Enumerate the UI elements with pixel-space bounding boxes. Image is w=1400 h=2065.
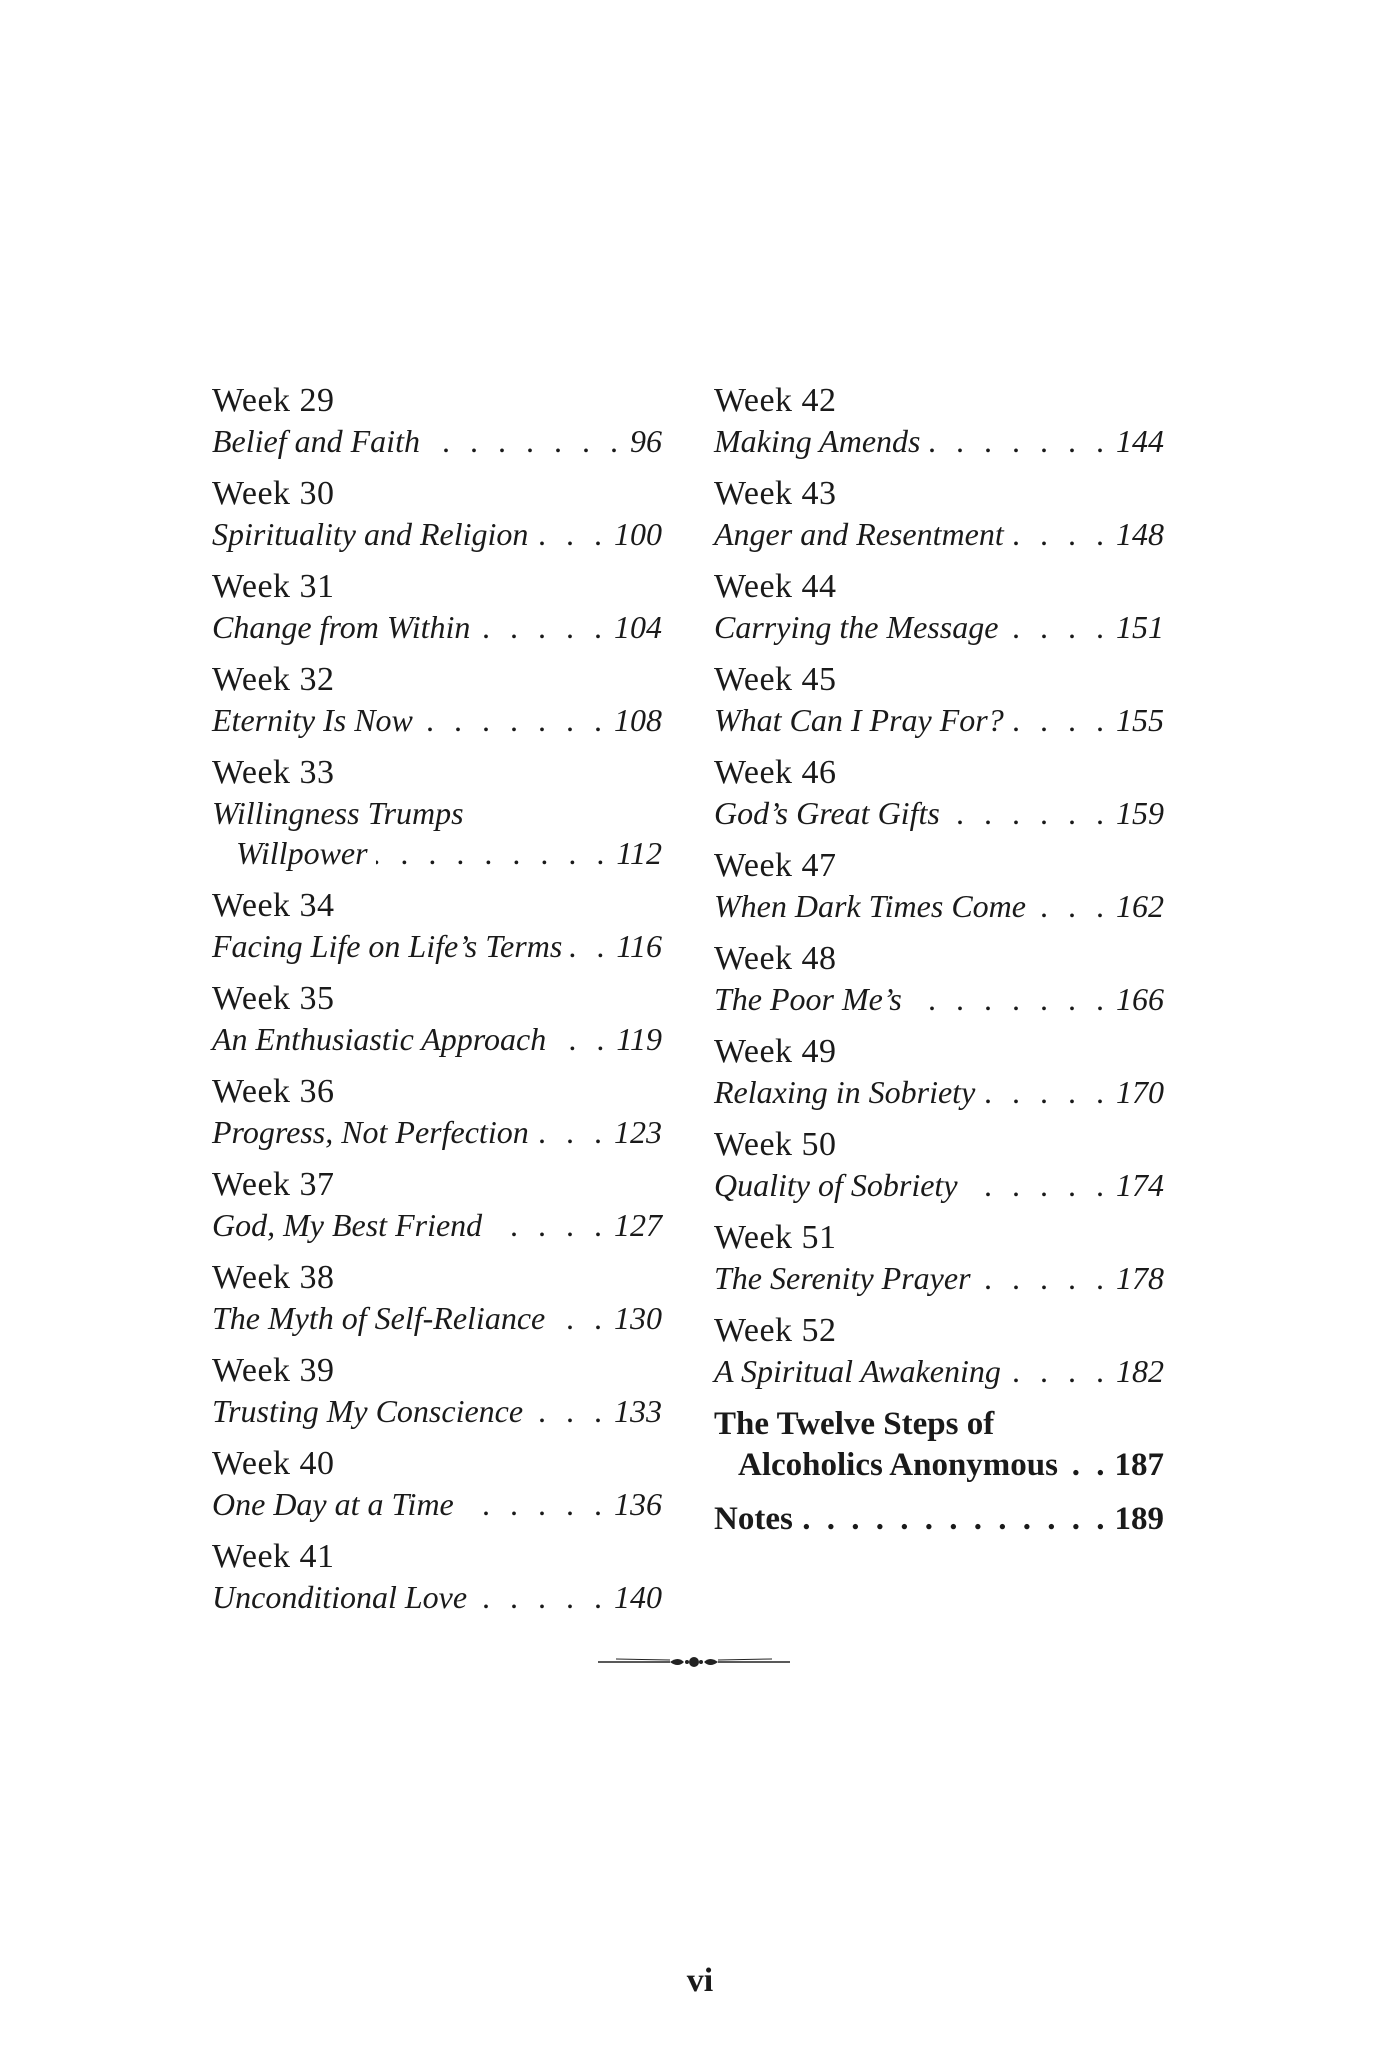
toc-entry[interactable] — [212, 1351, 662, 1431]
dot-leader — [1034, 886, 1110, 926]
dot-leader — [475, 1577, 608, 1617]
toc-entry[interactable] — [212, 474, 662, 554]
week-label: Week 37 — [212, 1166, 335, 1203]
entry-line — [212, 1391, 662, 1431]
entry-title: Eternity Is Now — [212, 702, 413, 738]
page-number: 151 — [1116, 609, 1164, 645]
entry-line — [714, 1258, 1164, 1298]
dot-leader — [553, 1298, 608, 1338]
entry-title: Unconditional Love — [212, 1579, 468, 1615]
entry-title: Making Amends — [714, 423, 921, 459]
page-number: 187 — [1114, 1447, 1164, 1483]
page-number: 130 — [614, 1300, 662, 1336]
entry-line — [212, 833, 662, 873]
entry-title: Facing Life on Life’s Terms — [212, 928, 563, 964]
week-label: Week 50 — [714, 1126, 837, 1163]
entry-line — [212, 1112, 662, 1152]
entry-title: Change from Within — [212, 609, 471, 645]
page-folio: vi — [686, 1962, 714, 1999]
toc-entry-twelve-steps[interactable] — [714, 1404, 1164, 1486]
toc-entry[interactable] — [714, 1218, 1164, 1298]
toc-entry[interactable] — [212, 753, 662, 873]
entry-title-line-1: Willingness Trumps — [212, 795, 464, 831]
dot-leader — [376, 833, 611, 873]
entry-title: Relaxing in Sobriety — [714, 1074, 976, 1110]
week-label: Week 31 — [212, 568, 335, 605]
page-number: 116 — [616, 928, 662, 964]
entry-title: A Spiritual Awakening — [714, 1353, 1001, 1389]
entry-title: One Day at a Time — [212, 1486, 454, 1522]
page-number: 119 — [616, 1021, 662, 1057]
entry-line — [714, 514, 1164, 554]
page-number: 127 — [614, 1207, 662, 1243]
entry-title: Belief and Faith — [212, 423, 420, 459]
week-label: Week 38 — [212, 1259, 335, 1296]
page-number: 148 — [1116, 516, 1164, 552]
entry-title: The Poor Me’s — [714, 981, 902, 1017]
toc-entry[interactable] — [212, 1258, 662, 1338]
entry-line — [212, 1484, 662, 1524]
page-number: 96 — [630, 423, 662, 459]
page-number: 170 — [1116, 1074, 1164, 1110]
week-label: Week 34 — [212, 887, 335, 924]
page-number: 144 — [1116, 423, 1164, 459]
entry-title: Spirituality and Religion — [212, 516, 529, 552]
page-number: 155 — [1116, 702, 1164, 738]
page-number: 140 — [614, 1579, 662, 1615]
entry-line — [714, 607, 1164, 647]
dot-leader — [536, 514, 608, 554]
week-label: Week 39 — [212, 1352, 335, 1389]
entry-line — [212, 421, 662, 461]
dot-leader — [1012, 514, 1110, 554]
dot-leader — [1006, 607, 1110, 647]
page-number: 162 — [1116, 888, 1164, 924]
entry-title: The Myth of Self-Reliance — [212, 1300, 546, 1336]
toc-entry[interactable] — [212, 1072, 662, 1152]
week-label: Week 47 — [714, 847, 837, 884]
week-label: Week 36 — [212, 1073, 335, 1110]
dot-leader — [1009, 1351, 1110, 1391]
page-number: 112 — [616, 835, 662, 871]
dot-leader — [490, 1205, 608, 1245]
entry-line — [714, 1072, 1164, 1112]
entry-title: Carrying the Message — [714, 609, 999, 645]
week-label: Week 46 — [714, 754, 837, 791]
dot-leader — [421, 700, 608, 740]
dot-leader — [1012, 700, 1110, 740]
dot-leader — [948, 793, 1110, 833]
entry-title: When Dark Times Come — [714, 888, 1026, 924]
dot-leader — [910, 979, 1110, 1019]
entry-title: God, My Best Friend — [212, 1207, 483, 1243]
toc-entry[interactable] — [212, 979, 662, 1059]
week-label: Week 32 — [212, 661, 335, 698]
twelve-steps-title-line-2: Alcoholics Anonymous — [738, 1447, 1058, 1483]
week-label: Week 51 — [714, 1219, 837, 1256]
week-label: Week 49 — [714, 1033, 837, 1070]
page-number: 178 — [1116, 1260, 1164, 1296]
week-label: Week 41 — [212, 1538, 335, 1575]
toc-entry[interactable] — [212, 567, 662, 647]
dot-leader — [531, 1391, 608, 1431]
page-number: 189 — [1114, 1501, 1164, 1537]
page-number: 182 — [1116, 1353, 1164, 1389]
toc-entry[interactable] — [714, 567, 1164, 647]
twelve-steps-title-line-1: The Twelve Steps of — [714, 1406, 995, 1442]
entry-title: Willpower — [236, 835, 368, 871]
entry-line — [212, 1577, 662, 1617]
page-number: 166 — [1116, 981, 1164, 1017]
toc-entry[interactable] — [714, 1125, 1164, 1205]
dot-leader — [428, 421, 624, 461]
dot-leader — [537, 1112, 608, 1152]
decorative-ornament — [598, 1653, 790, 1671]
week-label: Week 29 — [212, 382, 335, 419]
entry-line — [714, 1165, 1164, 1205]
toc-entry[interactable] — [714, 1032, 1164, 1112]
dot-leader — [1062, 1445, 1109, 1486]
entry-line — [212, 514, 662, 554]
week-label: Week 43 — [714, 475, 837, 512]
entry-title: Quality of Sobriety — [714, 1167, 958, 1203]
page-number: 159 — [1116, 795, 1164, 831]
dot-leader — [554, 1019, 610, 1059]
entry-line — [212, 700, 662, 740]
entry-line — [714, 793, 1164, 833]
week-label: Week 40 — [212, 1445, 335, 1482]
page-number: 108 — [614, 702, 662, 738]
entry-line — [714, 421, 1164, 461]
toc-left-column — [212, 381, 662, 1617]
week-label: Week 42 — [714, 382, 837, 419]
dot-leader — [983, 1072, 1110, 1112]
week-label: Week 45 — [714, 661, 837, 698]
dot-leader — [478, 607, 608, 647]
entry-line — [212, 1205, 662, 1245]
toc-entry[interactable] — [212, 660, 662, 740]
dot-leader — [979, 1258, 1110, 1298]
toc-entry[interactable] — [714, 1311, 1164, 1391]
page-number: 100 — [614, 516, 662, 552]
toc-entry-notes[interactable] — [714, 1499, 1164, 1540]
page-number: 136 — [614, 1486, 662, 1522]
week-label: Week 52 — [714, 1312, 837, 1349]
dot-leader — [797, 1499, 1109, 1540]
page-number: 123 — [614, 1114, 662, 1150]
page-number: 174 — [1116, 1167, 1164, 1203]
entry-title: The Serenity Prayer — [714, 1260, 971, 1296]
entry-title: Trusting My Conscience — [212, 1393, 524, 1429]
dot-leader — [966, 1165, 1110, 1205]
entry-line — [212, 607, 662, 647]
entry-title: An Enthusiastic Approach — [212, 1021, 547, 1057]
page-number: 104 — [614, 609, 662, 645]
toc-entry[interactable] — [714, 846, 1164, 926]
dot-leader — [462, 1484, 608, 1524]
page-number: 133 — [614, 1393, 662, 1429]
week-label: Week 44 — [714, 568, 837, 605]
week-label: Week 33 — [212, 754, 335, 791]
entry-title: What Can I Pray For? — [714, 702, 1004, 738]
entry-line — [212, 1019, 662, 1059]
entry-line — [714, 1351, 1164, 1391]
entry-line — [212, 1298, 662, 1338]
toc-entry[interactable] — [212, 1444, 662, 1524]
dot-leader — [570, 926, 610, 966]
toc-entry[interactable] — [714, 753, 1164, 833]
entry-title: Anger and Resentment — [714, 516, 1004, 552]
toc-entry[interactable] — [714, 474, 1164, 554]
toc-entry[interactable] — [212, 1537, 662, 1617]
toc-right-column — [714, 381, 1164, 1540]
toc-entry[interactable] — [714, 660, 1164, 740]
entry-line — [714, 886, 1164, 926]
entry-title: Progress, Not Perfection — [212, 1114, 529, 1150]
notes-title: Notes — [714, 1501, 793, 1537]
week-label: Week 48 — [714, 940, 837, 977]
entry-line — [714, 979, 1164, 1019]
entry-line — [714, 700, 1164, 740]
dot-leader — [928, 421, 1110, 461]
week-label: Week 30 — [212, 475, 335, 512]
toc-entry[interactable] — [212, 381, 662, 461]
entry-line — [212, 926, 662, 966]
entry-line — [714, 1445, 1164, 1486]
entry-line — [714, 1499, 1164, 1540]
toc-entry[interactable] — [714, 381, 1164, 461]
toc-entry[interactable] — [212, 886, 662, 966]
week-label: Week 35 — [212, 980, 335, 1017]
toc-entry[interactable] — [714, 939, 1164, 1019]
toc-entry[interactable] — [212, 1165, 662, 1245]
entry-title: God’s Great Gifts — [714, 795, 940, 831]
